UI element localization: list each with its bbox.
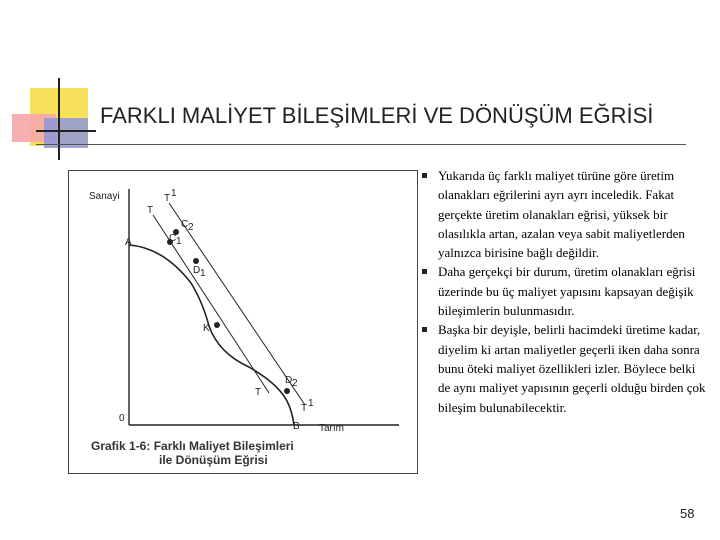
label-c1-sub: 1 xyxy=(176,236,182,247)
y-axis-label: Sanayi xyxy=(89,191,120,202)
origin-label: 0 xyxy=(119,413,125,424)
point-k xyxy=(214,322,220,328)
figure-caption-line-2: ile Dönüşüm Eğrisi xyxy=(159,453,268,467)
label-t1-lower-sup: 1 xyxy=(308,398,314,409)
bullet-square-icon xyxy=(422,269,427,274)
label-k: K xyxy=(203,323,210,334)
bullet-list xyxy=(418,166,706,417)
label-d1: D xyxy=(193,265,201,276)
label-t1-upper: T xyxy=(164,193,171,204)
figure-caption-line-1: Grafik 1-6: Farklı Maliyet Bileşimleri xyxy=(91,439,294,453)
label-t-upper: T xyxy=(147,205,154,216)
transformation-curve xyxy=(129,245,294,425)
bullet-text: Yukarıda üç farklı maliyet türüne göre üretim olanakları eğrilerini ayrı ayrı inceledik. Fakat gerçekte üretim olanakları eğrisi, yüksek bir olasılıkla artan, azalan veya sabit maliyetlerden yalnızca birisine bağlı değildir. xyxy=(438,168,685,261)
bullet-item xyxy=(418,320,706,416)
label-b: B xyxy=(293,421,300,432)
bullet-square-icon xyxy=(422,327,427,332)
figure-panel xyxy=(68,170,418,474)
label-d2: D xyxy=(285,375,293,386)
label-d2-sub: 2 xyxy=(292,378,298,389)
bullet-item xyxy=(418,262,706,320)
bullet-square-icon xyxy=(422,173,427,178)
bullet-item xyxy=(418,166,706,262)
label-t1-upper-sup: 1 xyxy=(171,188,177,199)
x-axis-label: Tarım xyxy=(319,423,344,434)
point-d1 xyxy=(193,258,199,264)
bullet-text: Başka bir deyişle, belirli hacimdeki üretime kadar, diyelim ki artan maliyetler geçerli iken daha sonra bunu öteki maliyet özellikleri izler. Böylece belki de aynı maliyet yapısının geçerli olduğu birden çok bileşim bulunabilecektir. xyxy=(438,322,706,415)
title-underline xyxy=(36,144,686,145)
slide-title: FARKLI MALİYET BİLEŞİMLERİ VE DÖNÜŞÜM EĞRİSİ xyxy=(100,103,654,128)
decor-vertical-line xyxy=(58,78,60,160)
label-c2: C xyxy=(181,219,189,230)
label-d1-sub: 1 xyxy=(200,268,206,279)
page-number: 58 xyxy=(680,506,695,521)
label-t1-lower: T xyxy=(301,403,308,414)
label-t-lower: T xyxy=(255,387,262,398)
transformation-curve-diagram xyxy=(69,171,417,473)
bullet-text: Daha gerçekçi bir durum, üretim olanakları eğrisi üzerinde bu üç maliyet yapısını kapsayan değişik bileşimlerin bulunmasıdır. xyxy=(438,264,696,319)
label-a: A xyxy=(125,237,132,248)
label-c1: C xyxy=(169,233,177,244)
decor-horizontal-line xyxy=(36,130,96,132)
label-c2-sub: 2 xyxy=(188,222,194,233)
figure-caption xyxy=(91,439,391,467)
point-d2 xyxy=(284,388,290,394)
